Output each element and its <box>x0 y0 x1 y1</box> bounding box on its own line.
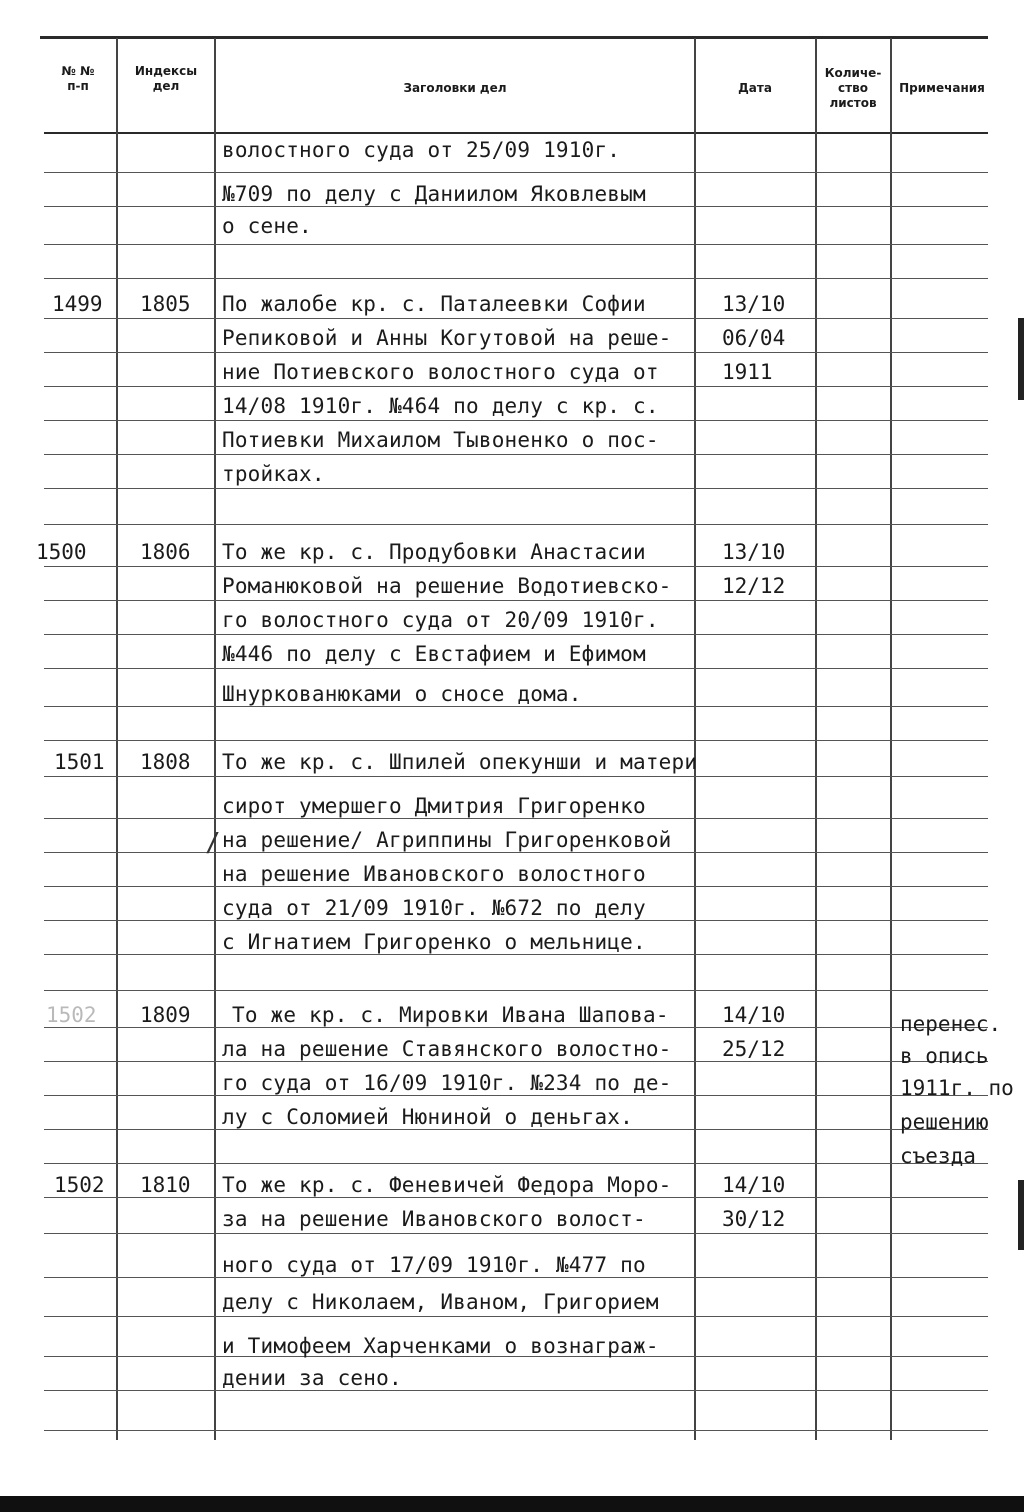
header-bottom-border <box>44 132 988 134</box>
record-date: 13/10 <box>722 292 786 316</box>
entry-line: №446 по делу с Евстафием и Ефимом <box>222 642 646 666</box>
record-number: 1499 <box>52 292 103 316</box>
ruled-line <box>44 1095 988 1096</box>
record-date: 14/10 <box>722 1173 786 1197</box>
ruled-line <box>44 1316 988 1317</box>
record-date: 12/12 <box>722 574 786 598</box>
entry-line: ного суда от 17/09 1910г. №477 по <box>222 1253 646 1277</box>
ruled-line <box>44 454 988 455</box>
column-divider <box>890 38 892 1440</box>
record-date: 06/04 <box>722 326 786 350</box>
ruled-line <box>44 488 988 489</box>
entry-line: Репиковой и Анны Когутовой на реше- <box>222 326 672 350</box>
ruled-line <box>44 386 988 387</box>
entry-line: Потиевки Михаилом Тывоненко о пос- <box>222 428 659 452</box>
entry-line: суда от 21/09 1910г. №672 по делу <box>222 896 646 920</box>
entry-line: го суда от 16/09 1910г. №234 по де- <box>222 1071 672 1095</box>
header-col-sheets: Количе- ство листов <box>824 66 882 110</box>
ruled-line <box>44 634 988 635</box>
ruled-line <box>44 706 988 707</box>
ruled-line <box>44 668 988 669</box>
entry-line: о сене. <box>222 214 312 238</box>
margin-slash-mark: / <box>205 828 221 858</box>
ruled-line <box>44 852 988 853</box>
ruled-line <box>44 244 988 245</box>
entry-line: го волостного суда от 20/09 1910г. <box>222 608 659 632</box>
entry-line: ла на решение Ставянского волостно- <box>222 1037 672 1061</box>
entry-line: Шнуркованюками о сносе дома. <box>222 682 582 706</box>
record-index: 1808 <box>140 750 191 774</box>
top-border <box>40 36 988 39</box>
record-number: 1502 <box>46 1003 97 1027</box>
header-col-notes: Примечания <box>899 81 985 95</box>
ruled-line <box>44 318 988 319</box>
column-divider <box>116 38 118 1440</box>
header-col-date: Дата <box>738 81 772 95</box>
record-date: 13/10 <box>722 540 786 564</box>
scan-bottom-band <box>0 1496 1024 1512</box>
note-line: перенес. <box>900 1012 1002 1036</box>
header-col-index: Индексы дел <box>134 64 198 93</box>
entry-line: и Тимофеем Харченками о вознаграж- <box>222 1334 659 1358</box>
column-divider <box>214 38 216 1440</box>
entry-line: тройках. <box>222 462 325 486</box>
note-line: решению <box>900 1110 989 1134</box>
ruled-line <box>44 990 988 991</box>
header-col-number: № № п-п <box>61 64 95 93</box>
entry-line: за на решение Ивановского волост- <box>222 1207 646 1231</box>
scan-edge-mark <box>1018 1180 1024 1250</box>
ruled-line <box>44 1027 988 1028</box>
entry-line: 14/08 1910г. №464 по делу с кр. с. <box>222 394 659 418</box>
ruled-line <box>44 740 988 741</box>
entry-line: на решение Ивановского волостного <box>222 862 646 886</box>
record-number: 1502 <box>54 1173 105 1197</box>
ruled-line <box>44 1061 988 1062</box>
ruled-line <box>44 420 988 421</box>
ruled-line <box>44 1129 988 1130</box>
record-index: 1805 <box>140 292 191 316</box>
entry-line: То же кр. с. Мировки Ивана Шапова- <box>232 1003 669 1027</box>
ruled-line <box>44 1430 988 1431</box>
record-number: 1501 <box>54 750 105 774</box>
record-date: 25/12 <box>722 1037 786 1061</box>
note-line: съезда <box>900 1144 976 1168</box>
ruled-line <box>44 524 988 525</box>
entry-line: дении за сено. <box>222 1366 402 1390</box>
record-date: 14/10 <box>722 1003 786 1027</box>
ruled-line <box>44 920 988 921</box>
ruled-line <box>44 1390 988 1391</box>
ruled-line <box>44 818 988 819</box>
ruled-line <box>44 566 988 567</box>
entry-line: с Игнатием Григоренко о мельнице. <box>222 930 646 954</box>
ruled-line <box>44 1233 988 1234</box>
entry-line: То же кр. с. Феневичей Федора Моро- <box>222 1173 672 1197</box>
ruled-line <box>44 1163 988 1164</box>
ruled-line <box>44 352 988 353</box>
record-index: 1810 <box>140 1173 191 1197</box>
ruled-line <box>44 954 988 955</box>
entry-line: То же кр. с. Продубовки Анастасии <box>222 540 646 564</box>
note-line: 1911г. по <box>900 1076 1014 1100</box>
ruled-line <box>44 600 988 601</box>
ruled-line <box>44 206 988 207</box>
entry-line: делу с Николаем, Иваном, Григорием <box>222 1290 659 1314</box>
scan-edge-mark <box>1018 318 1024 400</box>
record-index: 1809 <box>140 1003 191 1027</box>
header-col-title: Заголовки дел <box>403 81 507 95</box>
entry-line: Романюковой на решение Водотиевско- <box>222 574 672 598</box>
column-divider <box>694 38 696 1440</box>
ruled-line <box>44 172 988 173</box>
entry-line: ние Потиевского волостного суда от <box>222 360 659 384</box>
record-date: 30/12 <box>722 1207 786 1231</box>
ruled-line <box>44 278 988 279</box>
column-divider <box>815 38 817 1440</box>
ruled-line <box>44 1277 988 1278</box>
record-index: 1806 <box>140 540 191 564</box>
entry-line: То же кр. с. Шпилей опекунши и матери <box>222 750 698 774</box>
entry-line: По жалобе кр. с. Паталеевки Софии <box>222 292 646 316</box>
ruled-line <box>44 776 988 777</box>
record-date: 1911 <box>722 360 773 384</box>
entry-line: №709 по делу с Даниилом Яковлевым <box>222 182 646 206</box>
ruled-line <box>44 886 988 887</box>
entry-line: волостного суда от 25/09 1910г. <box>222 138 621 162</box>
entry-line: сирот умершего Дмитрия Григоренко <box>222 794 646 818</box>
ruled-line <box>44 1197 988 1198</box>
note-line: в опись <box>900 1044 989 1068</box>
record-number: 1500 <box>36 540 87 564</box>
entry-line: на решение/ Агриппины Григоренковой <box>222 828 672 852</box>
entry-line: лу с Соломией Нюниной о деньгах. <box>222 1105 633 1129</box>
